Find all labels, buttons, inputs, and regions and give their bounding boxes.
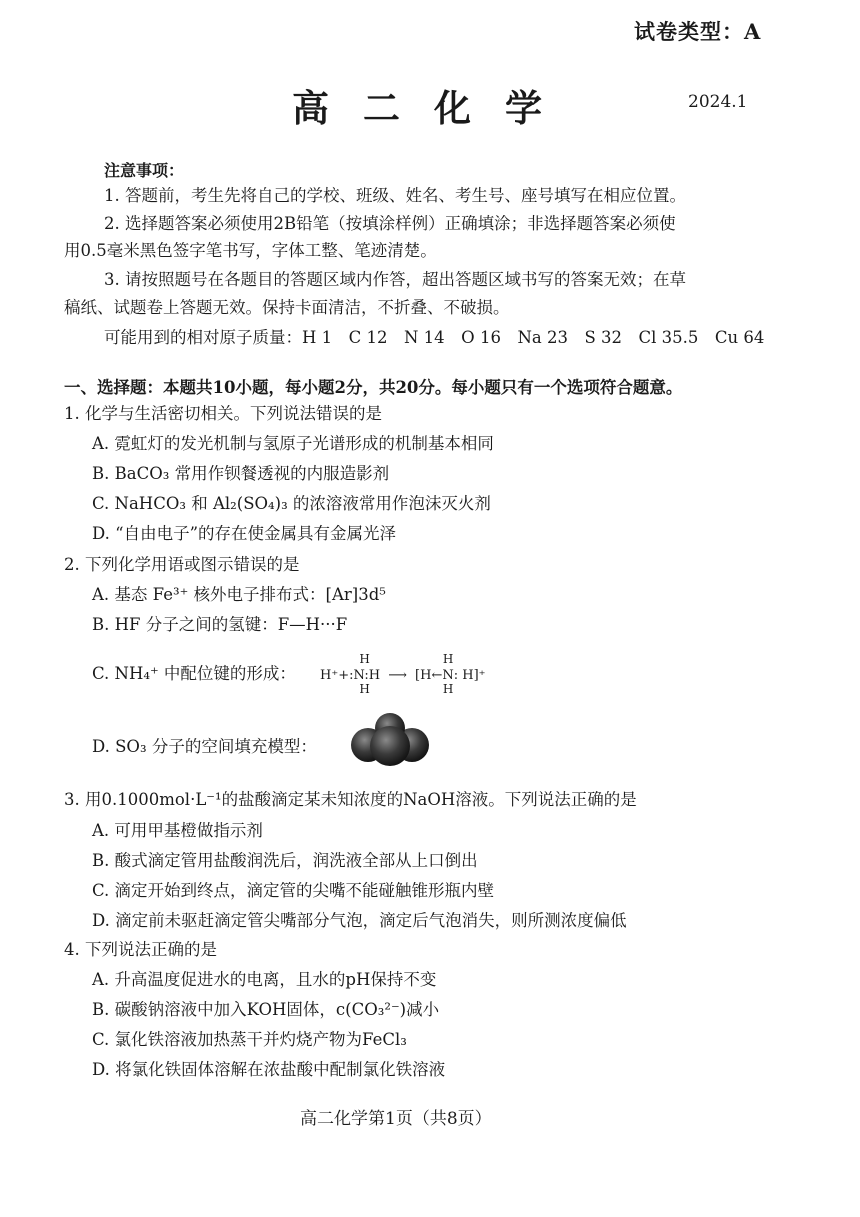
lewis-reactant-h-plus: H⁺+ [320, 668, 350, 683]
question-1-option-b: B. BaCO₃ 常用作钡餐透视的内服造影剂 [92, 464, 390, 483]
lewis-prod-h-bottom: H [442, 682, 454, 696]
notice-item-3-cont: 稿纸、试题卷上答题无效。保持卡面清洁，不折叠、不破损。 [64, 298, 510, 317]
question-3-option-a: A. 可用甲基橙做指示剂 [92, 821, 263, 840]
question-1-option-d: D. “自由电子”的存在使金属具有金属光泽 [92, 524, 397, 543]
notice-item-3: 3. 请按照题号在各题目的答题区域内作答，超出答题区域书写的答案无效；在草 [104, 270, 686, 289]
question-4-option-d: D. 将氯化铁固体溶解在浓盐酸中配制氯化铁溶液 [92, 1060, 446, 1079]
lewis-h-bottom: H [359, 682, 370, 696]
question-2-option-d: D. SO₃ 分子的空间填充模型： [92, 737, 317, 756]
lewis-prod-h-top: H [442, 652, 454, 666]
exam-date: 2024.1 [688, 92, 748, 112]
lewis-h-top: H [359, 652, 370, 666]
question-2-option-c: C. NH₄⁺ 中配位键的形成： [92, 664, 296, 683]
atomic-masses: 可能用到的相对原子质量：H 1 C 12 N 14 O 16 Na 23 S 32 Cl 35.5 Cu 64 [104, 328, 765, 347]
question-3-option-d: D. 滴定前未驱赶滴定管尖嘴部分气泡，滴定后气泡消失，则所测浓度偏低 [92, 911, 627, 930]
question-1-stem: 1. 化学与生活密切相关。下列说法错误的是 [64, 404, 382, 423]
lewis-coordinate-arrow: ← [431, 668, 443, 683]
nh4-lewis-equation [320, 652, 486, 696]
page-footer: 高二化学第1页（共8页） [300, 1109, 492, 1129]
section-heading: 一、选择题：本题共10小题，每小题2分，共20分。每小题只有一个选项符合题意。 [64, 378, 683, 397]
lewis-ammonia [349, 652, 381, 696]
page-title: 高二化学 [292, 86, 576, 130]
notice-item-1: 1. 答题前，考生先将自己的学校、班级、姓名、考生号、座号填写在相应位置。 [104, 186, 686, 205]
sulfur-atom [370, 726, 410, 766]
question-1-option-a: A. 霓虹灯的发光机制与氢原子光谱形成的机制基本相同 [92, 434, 494, 453]
question-4-option-b: B. 碳酸钠溶液中加入KOH固体，c(CO₃²⁻)减小 [92, 1000, 440, 1019]
so3-space-filling-model [348, 712, 432, 768]
question-4-option-c: C. 氯化铁溶液加热蒸干并灼烧产物为FeCl₃ [92, 1030, 407, 1049]
notice-item-2: 2. 选择题答案必须使用2B铅笔（按填涂样例）正确填涂；非选择题答案必须使 [104, 214, 676, 233]
question-3-stem: 3. 用0.1000mol·L⁻¹的盐酸滴定某未知浓度的NaOH溶液。下列说法正确的是 [64, 790, 637, 809]
question-4-stem: 4. 下列说法正确的是 [64, 940, 217, 959]
question-2-option-b: B. HF 分子之间的氢键：F—H···F [92, 615, 348, 634]
question-4-option-a: A. 升高温度促进水的电离，且水的pH保持不变 [92, 970, 437, 989]
lewis-product-open: [H [415, 668, 432, 683]
question-1-option-c: C. NaHCO₃ 和 Al₂(SO₄)₃ 的浓溶液常用作泡沫灭火剂 [92, 494, 491, 513]
notice-item-2-cont: 用0.5毫米黑色签字笔书写，字体工整、笔迹清楚。 [64, 241, 437, 260]
question-3-option-c: C. 滴定开始到终点，滴定管的尖嘴不能碰触锥形瓶内壁 [92, 881, 495, 900]
question-2-option-a: A. 基态 Fe³⁺ 核外电子排布式：[Ar]3d⁵ [92, 585, 386, 604]
lewis-n-row: :N:H [349, 668, 381, 683]
lewis-ammonium-n: H N H [442, 652, 454, 696]
question-3-option-b: B. 酸式滴定管用盐酸润洗后，润洗液全部从上口倒出 [92, 851, 478, 870]
notice-heading: 注意事项： [104, 161, 185, 180]
lewis-reaction-arrow: ⟶ [388, 668, 407, 683]
paper-type-label: 试卷类型：A [634, 19, 762, 44]
question-2-stem: 2. 下列化学用语或图示错误的是 [64, 555, 300, 574]
lewis-product-close: : H]⁺ [453, 668, 486, 683]
